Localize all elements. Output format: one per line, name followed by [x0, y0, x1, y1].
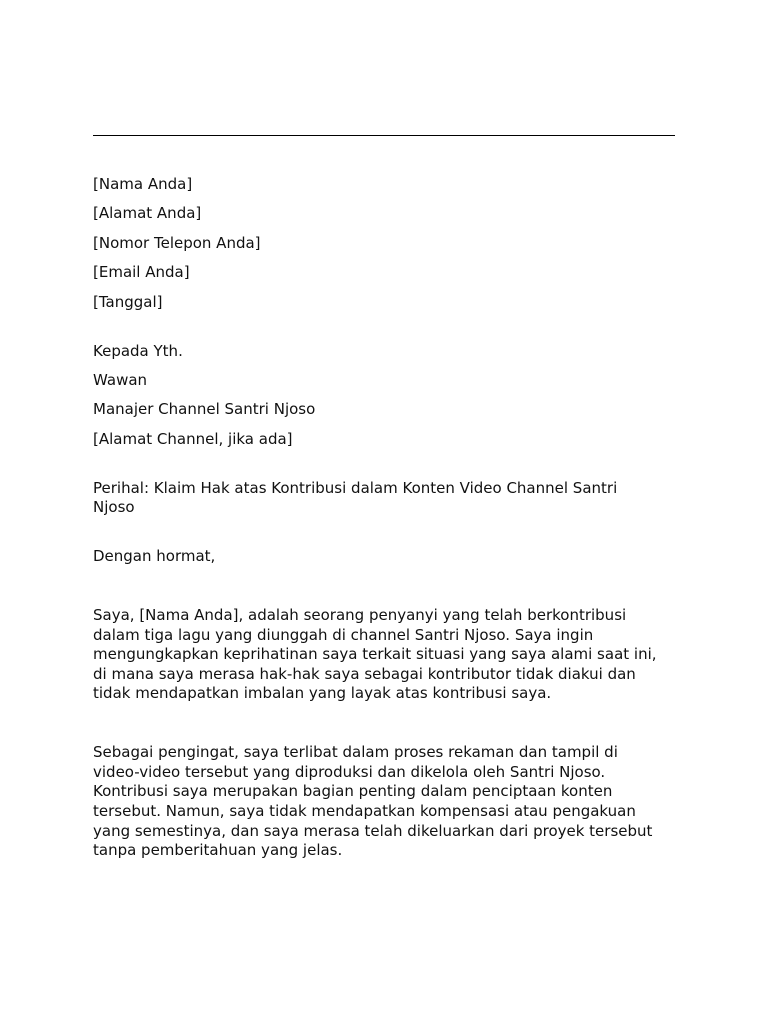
sender-phone: [Nomor Telepon Anda]	[93, 233, 261, 252]
paragraph-1-line: dalam tiga lagu yang diunggah di channel Santri Njoso. Saya ingin	[93, 625, 594, 644]
sender-email: [Email Anda]	[93, 263, 190, 282]
paragraph-1-line: mengungkapkan keprihatinan saya terkait situasi yang saya alami saat ini,	[93, 645, 657, 664]
recipient-name: Wawan	[93, 370, 148, 389]
recipient-title: Manajer Channel Santri Njoso	[93, 400, 316, 419]
paragraph-2-line: video-video tersebut yang diproduksi dan dikelola oleh Santri Njoso.	[93, 762, 606, 781]
greeting: Dengan hormat,	[93, 547, 216, 566]
paragraph-1-line: Saya, [Nama Anda], adalah seorang penyanyi yang telah berkontribusi	[93, 606, 627, 625]
recipient-block	[93, 342, 683, 450]
header-rule	[93, 135, 675, 136]
recipient-address: [Alamat Channel, jika ada]	[93, 429, 293, 448]
sender-block	[93, 175, 683, 312]
letter-date: [Tanggal]	[93, 292, 163, 311]
sender-name: [Nama Anda]	[93, 175, 193, 193]
paragraph-1	[93, 606, 683, 704]
paragraph-1-line: di mana saya merasa hak-hak saya sebagai kontributor tidak diakui dan	[93, 664, 636, 683]
paragraph-2-line: Kontribusi saya merupakan bagian penting dalam penciptaan konten	[93, 782, 613, 801]
paragraph-2-line: tanpa pemberitahuan yang jelas.	[93, 841, 343, 860]
paragraph-2-line: yang semestinya, dan saya merasa telah dikeluarkan dari proyek tersebut	[93, 821, 653, 840]
subject-line	[93, 479, 683, 518]
paragraph-1-line: tidak mendapatkan imbalan yang layak atas kontribusi saya.	[93, 684, 552, 703]
sender-address: [Alamat Anda]	[93, 204, 202, 223]
subject-line-1: Perihal: Klaim Hak atas Kontribusi dalam Konten Video Channel Santri	[93, 478, 618, 497]
paragraph-2-line: Sebagai pengingat, saya terlibat dalam proses rekaman dan tampil di	[93, 743, 618, 762]
paragraph-2	[93, 743, 683, 861]
recipient-salutation: Kepada Yth.	[93, 341, 183, 360]
subject-line-2: Njoso	[93, 498, 135, 517]
paragraph-2-line: tersebut. Namun, saya tidak mendapatkan kompensasi atau pengakuan	[93, 802, 636, 820]
letter-body	[93, 175, 683, 861]
